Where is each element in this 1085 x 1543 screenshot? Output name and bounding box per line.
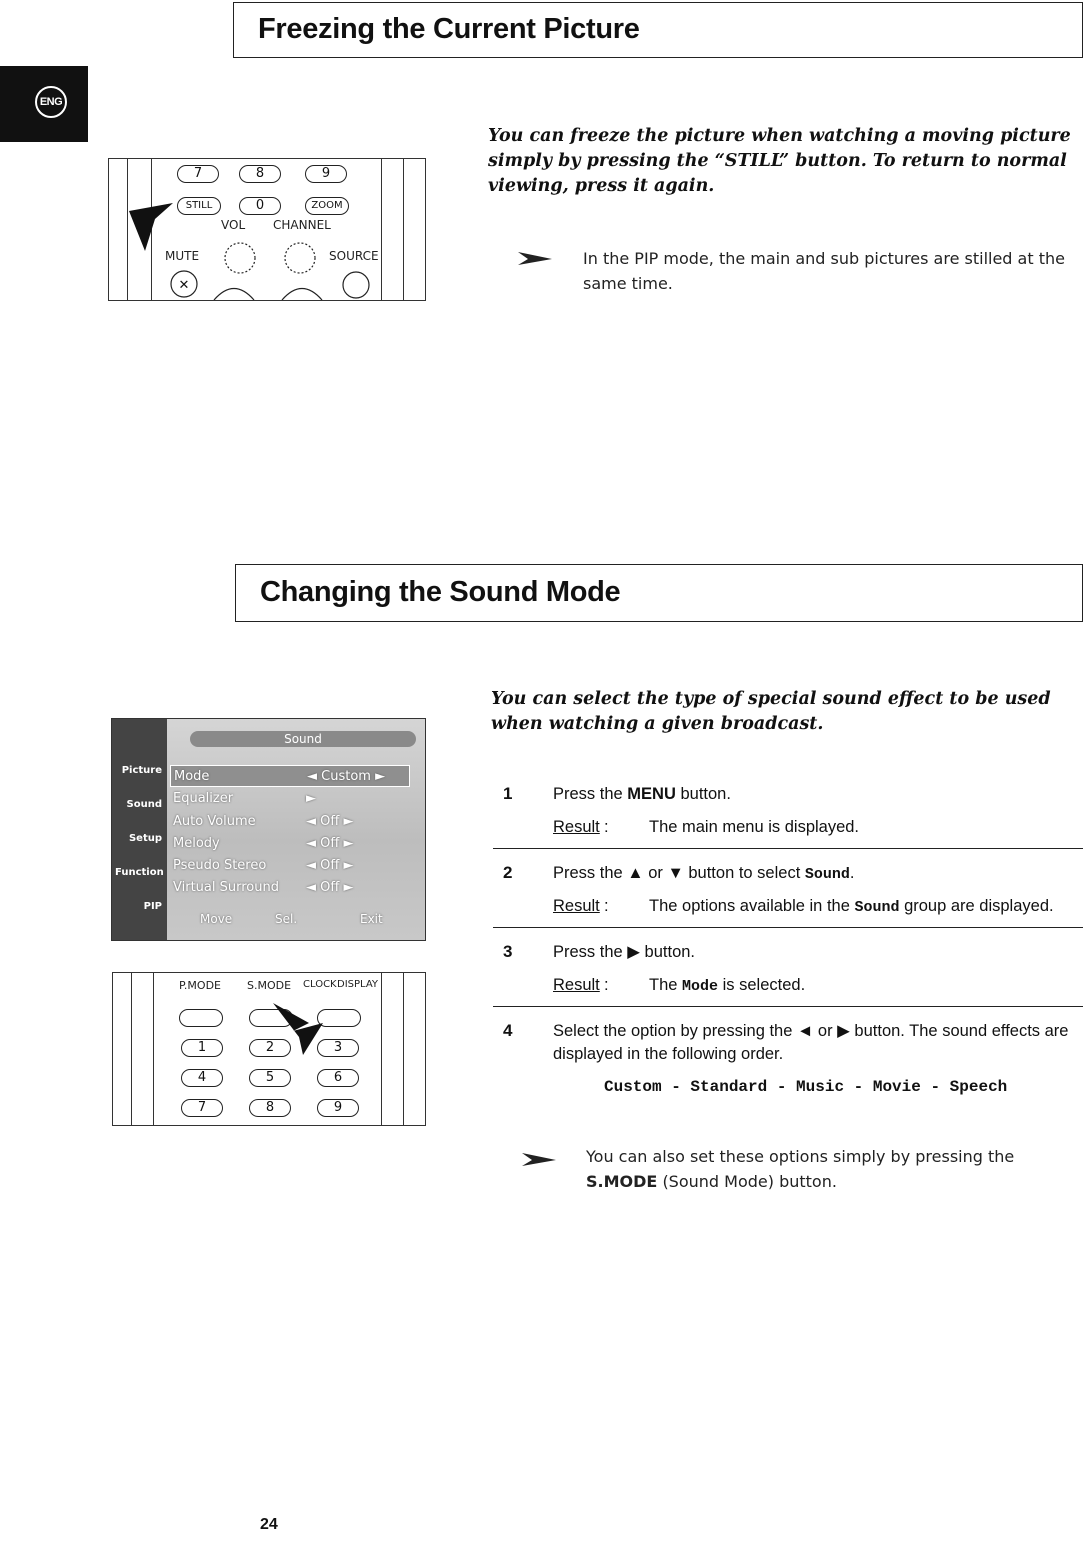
key-2: 2 — [249, 1039, 291, 1057]
osd-row-value: ◄ Off ► — [306, 814, 354, 829]
osd-row-value: ◄ Off ► — [306, 880, 354, 895]
key-7: 7 — [177, 165, 219, 183]
osd-title: Sound — [190, 731, 416, 747]
eng-label: ENG — [35, 86, 67, 118]
step-1-text: Press the MENU button. — [553, 785, 731, 803]
vol-label: VOL — [221, 218, 246, 232]
step-1-result: The main menu is displayed. — [649, 818, 860, 836]
arc-right — [282, 289, 322, 301]
step-2-number: 2 — [503, 863, 513, 882]
step-3-number: 3 — [503, 942, 513, 961]
section2-intro: You can select the type of special sound effect to be used when watching a given broadcast. — [491, 689, 1051, 734]
remote-smode-illustration — [112, 972, 426, 1126]
zoom-key: ZOOM — [305, 197, 349, 215]
key-9: 9 — [305, 165, 347, 183]
key-8: 8 — [239, 165, 281, 183]
osd-row-label: Mode — [174, 769, 210, 784]
sound-menu-screenshot — [111, 718, 426, 941]
osd-row-value: ► — [306, 791, 316, 806]
section1-note: In the PIP mode, the main and sub pictures are stilled at the same time. — [583, 249, 1065, 293]
clock-label: CLOCK — [303, 979, 337, 990]
osd-row-equalizer — [170, 788, 410, 810]
key-5: 5 — [249, 1069, 291, 1087]
osd-row-value: ◄ Custom ► — [307, 769, 386, 784]
osd-row-auto-volume — [170, 811, 410, 833]
section1-intro: You can freeze the picture when watching a moving picture simply by pressing the “STILL” button. To return to normal viewing, press it again. — [488, 126, 1071, 196]
source-button — [343, 272, 369, 298]
note-arrow-icon — [522, 1151, 558, 1167]
page-number: 24 — [260, 1516, 278, 1533]
step-2-result-label: Result — [553, 897, 600, 915]
divider — [493, 927, 1083, 928]
step-3-result-label: Result — [553, 976, 600, 994]
osd-footer-sel: Sel. — [275, 912, 298, 926]
osd-row-label: Virtual Surround — [173, 880, 279, 895]
smode-label: S.MODE — [247, 979, 292, 992]
pointer-arrow-smode — [113, 973, 425, 1125]
osd-row-virtual-surround — [170, 877, 410, 899]
osd-row-value: ◄ Off ► — [306, 858, 354, 873]
osd-row-label: Equalizer — [173, 791, 234, 806]
osd-footer-exit: Exit — [360, 912, 383, 926]
step-3-result-colon: : — [604, 976, 609, 994]
key-7: 7 — [181, 1099, 223, 1117]
osd-row-melody — [170, 833, 410, 855]
mute-label: MUTE — [165, 249, 200, 263]
source-label: SOURCE — [329, 249, 379, 263]
divider — [493, 848, 1083, 849]
note-arrow-icon — [518, 250, 554, 266]
step-4-number: 4 — [503, 1021, 513, 1040]
vol-button — [225, 243, 255, 273]
osd-row-label: Auto Volume — [173, 814, 256, 829]
osd-side-function: Function — [115, 867, 164, 878]
remote-still-illustration — [108, 158, 426, 301]
key-6: 6 — [317, 1069, 359, 1087]
still-key: STILL — [177, 197, 221, 215]
section1-title: Freezing the Current Picture — [258, 13, 640, 45]
step-2-text: Press the ▲ or ▼ button to select Sound. — [553, 864, 855, 883]
step-2-result-colon: : — [604, 897, 609, 915]
osd-footer-move: Move — [200, 912, 233, 926]
step-1-result-label: Result — [553, 818, 600, 836]
osd-row-label: Melody — [173, 836, 220, 851]
step-3-text: Press the ▶ button. — [553, 943, 696, 961]
osd-side-picture: Picture — [121, 765, 162, 776]
step-2-result: The options available in the Sound group are displayed. — [649, 897, 1054, 916]
step-3-result: The Mode is selected. — [649, 976, 806, 995]
key-4: 4 — [181, 1069, 223, 1087]
channel-button — [285, 243, 315, 273]
osd-row-pseudo-stereo — [170, 855, 410, 877]
display-label: DISPLAY — [337, 979, 379, 990]
sound-mode-sequence: Custom - Standard - Music - Movie - Speech — [604, 1078, 1008, 1096]
osd-footer — [170, 912, 410, 930]
step-4-text: Select the option by pressing the ◄ or ▶ button. The sound effects are displayed in the following order. — [553, 1022, 1069, 1063]
divider — [493, 1006, 1083, 1007]
pointer-arrow-still — [129, 203, 173, 251]
key-0: 0 — [239, 197, 281, 215]
key-8: 8 — [249, 1099, 291, 1117]
svg-text:✕: ✕ — [178, 278, 190, 293]
osd-row-value: ◄ Off ► — [306, 836, 354, 851]
osd-row-mode — [170, 765, 410, 787]
remote-still-drawing — [109, 159, 425, 300]
channel-label: CHANNEL — [273, 218, 331, 232]
osd-side-pip: PIP — [143, 901, 162, 912]
arc-left — [214, 289, 254, 301]
key-1: 1 — [181, 1039, 223, 1057]
section2-title: Changing the Sound Mode — [260, 576, 621, 608]
pmode-label: P.MODE — [179, 979, 221, 992]
key-9: 9 — [317, 1099, 359, 1117]
section2-note: You can also set these options simply by pressing the S.MODE (Sound Mode) button. — [586, 1147, 1015, 1191]
step-1-number: 1 — [503, 784, 513, 803]
key-3: 3 — [317, 1039, 359, 1057]
osd-row-label: Pseudo Stereo — [173, 858, 267, 873]
osd-side-sound: Sound — [126, 799, 162, 810]
osd-side-setup: Setup — [128, 833, 162, 844]
step-1-result-colon: : — [604, 818, 609, 836]
